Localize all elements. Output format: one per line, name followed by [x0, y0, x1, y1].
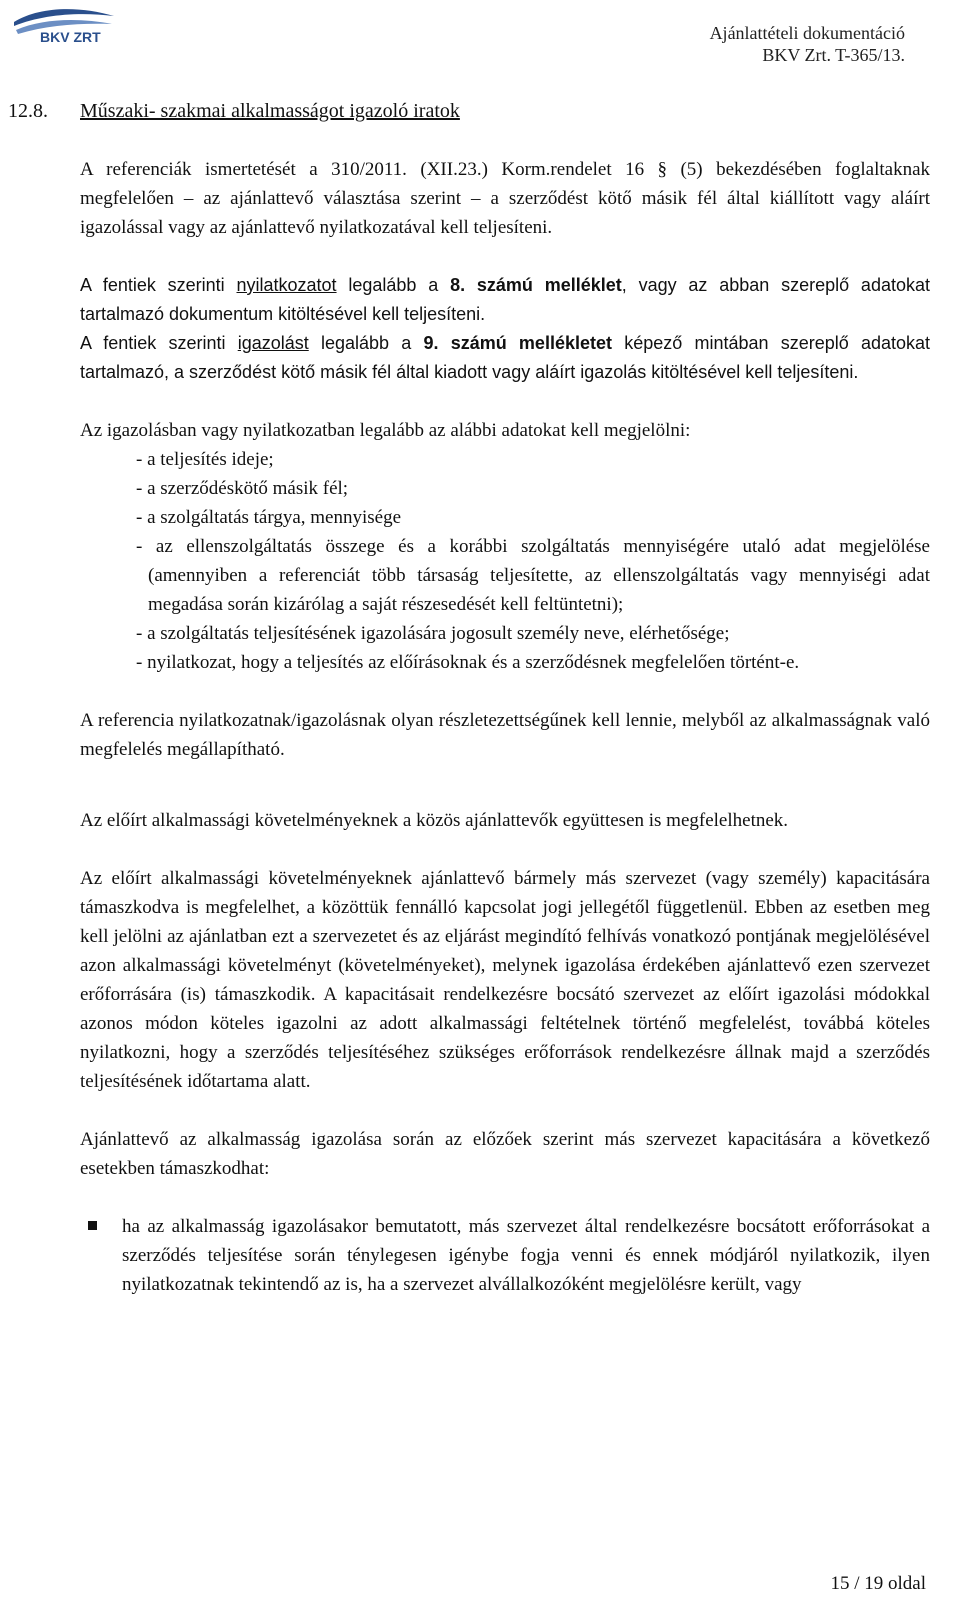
- paragraph-references: A referenciák ismertetését a 310/2011. (XII.23.) Korm.rendelet 16 § (5) bekezdésében foglaltaknak megfelelően – az ajánlattevő választása szerint – a szerződést kötő másik fél által kiállított vagy aláírt igazolással vagy az ajánlattevő nyilatkozatával kell teljesíteni.: [80, 159, 930, 238]
- logo-wordmark: BKV ZRT: [40, 29, 101, 45]
- list-item: - az ellenszolgáltatás összege és a korábbi szolgáltatás mennyiségére utaló adat megjelölése (amennyiben a referenciát több társaság teljesítette, az ellenszolgáltatás vagy mennyiségi adat megadása során kizárólag a saját részesedését kell feltüntetni);: [136, 536, 930, 615]
- bkv-logo: [10, 4, 118, 46]
- document-code: BKV Zrt. T-365/13.: [762, 45, 905, 65]
- capacity-cases-list: [80, 1212, 930, 1299]
- list-item: - a szerződéskötő másik fél;: [136, 478, 349, 499]
- list-item: - nyilatkozat, hogy a teljesítés az előírásoknak és a szerződésnek megfelelően történt-e.: [136, 652, 800, 673]
- document-title: Ajánlattételi dokumentáció: [709, 23, 905, 43]
- paragraph-joint-bidders: Az előírt alkalmassági követelményeknek a közös ajánlattevők együttesen is megfelelhetnek.: [80, 810, 789, 831]
- square-bullet-icon: [88, 1221, 97, 1230]
- list-item: - a szolgáltatás teljesítésének igazolására jogosult személy neve, elérhetősége;: [136, 623, 730, 644]
- paragraph-required-data: Az igazolásban vagy nyilatkozatban legalább az alábbi adatokat kell megjelölni:: [80, 420, 691, 441]
- page-number: 15 / 19 oldal: [830, 1573, 926, 1594]
- list-item: - a teljesítés ideje;: [136, 449, 274, 470]
- required-data-list: [80, 445, 930, 677]
- list-item: - a szolgáltatás tárgya, mennyisége: [136, 507, 402, 528]
- paragraph-capacity-cases: Ajánlattevő az alkalmasság igazolása során az előzőek szerint más szervezet kapacitására a következő esetekben támaszkodhat:: [80, 1129, 930, 1179]
- annex-reference: 9. számú mellékletet: [423, 333, 612, 353]
- document-header: [710, 22, 905, 66]
- list-item: ha az alkalmasság igazolásakor bemutatott, más szervezet által rendelkezésre bocsátott erőforrásokat a szerződés teljesítése során ténylegesen igénybe fogja venni és ennek módjáról nyilatkozik, ilyen nyilatkozatnak tekintendő az is, ha a szervezet alvállalkozóként megjelölésre került, vagy: [80, 1212, 930, 1299]
- section-number: 12.8.: [8, 100, 48, 122]
- annex-reference: 8. számú melléklet: [450, 275, 622, 295]
- paragraph-declaration: A fentiek szerinti nyilatkozatot legalább a 8. számú melléklet, vagy az abban szereplő adatokat tartalmazó dokumentum kitöltésével kell teljesíteni.: [80, 275, 930, 324]
- paragraph-capacity: Az előírt alkalmassági követelményeknek ajánlattevő bármely más szervezet (vagy személy) kapacitására támaszkodva is megfelelhet, a közöttük fennálló kapcsolat jogi jellegétől függetlenül. Ebben az esetben meg kell jelölni az ajánlatban ezt a szervezetet és az eljárást megindító felhívás vonatkozó pontjának megjelölésével azon alkalmassági követelményt (követelményeket), melynek igazolása érdekében ajánlattevő ezen szervezet erőforrására (is) támaszkodik. A kapacitásait rendelkezésre bocsátó szervezet az előírt igazolási módokkal azonos módon köteles igazolni az adott alkalmassági feltételnek történő megfelelést, továbbá köteles nyilatkozni, hogy a szerződés teljesítéséhez szükséges erőforrások rendelkezésre állnak majd a szerződés teljesítésének időtartama alatt.: [80, 868, 930, 1092]
- section-heading: [8, 100, 460, 123]
- paragraph-certificate: A fentiek szerinti igazolást legalább a 9. számú mellékletet képező mintában szereplő adatokat tartalmazó, a szerződést kötő másik fél által kiadott vagy aláírt igazolás kitöltésével kell teljesíteni.: [80, 333, 931, 382]
- paragraph-detail-level: A referencia nyilatkozatnak/igazolásnak olyan részletezettségűnek kell lennie, melyből az alkalmasságnak való megfelelés megállapítható.: [80, 710, 930, 760]
- document-body: [80, 155, 930, 1299]
- section-title: Műszaki- szakmai alkalmasságot igazoló iratok: [80, 100, 460, 122]
